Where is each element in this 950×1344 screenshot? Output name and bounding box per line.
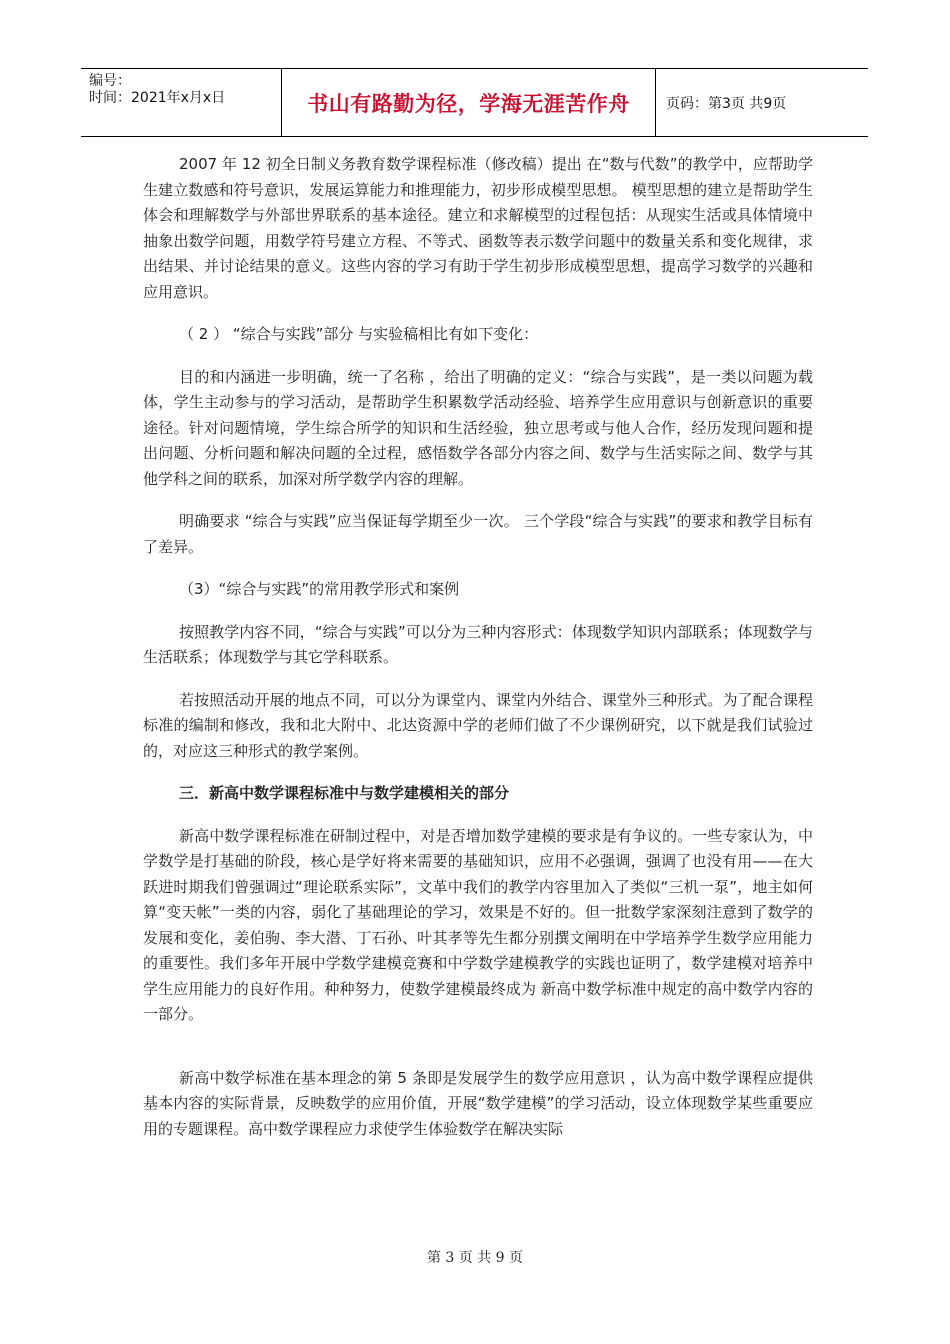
paragraph: 若按照活动开展的地点不同，可以分为课堂内、课堂内外结合、课堂外三种形式。为了配合课程标准的编制和修改，我和北大附中、北达资源中学的老师们做了不少课例研究，以下就是我们试验过的，对应这三种形式的教学案例。 [143,690,813,760]
page-footer: 第 3 页 共 9 页 [426,1250,524,1266]
paragraph: 明确要求 “综合与实践”应当保证每学期至少一次。 三个学段“综合与实践”的要求和教学目标有了差异。 [143,512,813,556]
page-number-label: 页码：第3页 共9页 [666,95,787,112]
document-body [143,152,813,1159]
paragraph: 新高中数学课程标准在研制过程中，对是否增加数学建模的要求是有争议的。一些专家认为，中学数学是打基础的阶段，核心是学好将来需要的基础知识，应用不必强调，强调了也没有用——在大跃进时期我们曾强调过“理论联系实际”，文革中我们的教学内容里加入了类似“三机一泵”，地主如何算“变天帐”一类的内容，弱化了基础理论的学习，效果是不好的。但一批数学家深刻注意到了数学的发展和变化，姜伯驹、李大潜、丁石孙、叶其孝等先生都分别撰文阐明在中学培养学生数学应用能力的重要性。我们多年开展中学数学建模竞赛和中学数学建模教学的实践也证明了，数学建模对培养中学生应用能力的良好作用。种种努力，使数学建模最终成为 新高中数学标准中规定的高中数学内容的一部分。 [143,826,813,1023]
subsection-heading: （ 2 ） “综合与实践”部分 与实验稿相比有如下变化： [179,325,539,343]
paragraph: 目的和内涵进一步明确，统一了名称 ，给出了明确的定义：“综合与实践”，是一类以问题为载体，学生主动参与的学习活动，是帮助学生积累数学活动经验、培养学生应用意识与创新意识的重要途径。针对问题情境，学生综合所学的知识和生活经验，独立思考或与他人合作，经历发现问题和提出问题、分析问题和解决问题的全过程，感悟数学各部分内容之间、数学与生活实际之间、数学与其他学科之间的联系，加深对所学数学内容的理解。 [143,367,813,488]
doc-time-label: 时间：2021年x月x日 [89,90,226,106]
paragraph: 新高中数学标准在基本理念的第 5 条即是发展学生的数学应用意识 ，认为高中数学课程应提供基本内容的实际背景，反映数学的应用价值，开展“数学建模”的学习活动，设立体现数学某些重要应用的专题课程。高中数学课程应力求使学生体验数学在解决实际 [143,1068,813,1138]
paragraph: 2007 年 12 初全日制义务教育数学课程标准（修改稿）提出 在“数与代数”的教学中，应帮助学生建立数感和符号意识，发展运算能力和推理能力，初步形成模型思想。 模型思想的建立是帮助学生体会和理解数学与外部世界联系的基本途径。建立和求解模型的过程包括：从现实生活或具体情境中抽象出数学问题，用数学符号建立方程、不等式、函数等表示数学问题中的数量关系和变化规律，求出结果、并讨论结果的意义。这些内容的学习有助于学生初步形成模型思想，提高学习数学的兴趣和应用意识。 [143,155,813,301]
header-meta [81,69,282,136]
section-heading: 三．新高中数学课程标准中与数学建模相关的部分 [179,784,510,802]
doc-number-label: 编号： [89,73,131,89]
page-header [81,68,868,137]
paragraph: 按照教学内容不同，“综合与实践”可以分为三种内容形式：体现数学知识内部联系；体现数学与生活联系；体现数学与其它学科联系。 [143,622,813,666]
header-motto-cell [282,69,656,136]
motto-text: 书山有路勤为径，学海无涯苦作舟 [307,90,630,116]
header-page-cell [656,69,868,136]
subsection-heading: （3）“综合与实践”的常用教学形式和案例 [179,580,460,598]
